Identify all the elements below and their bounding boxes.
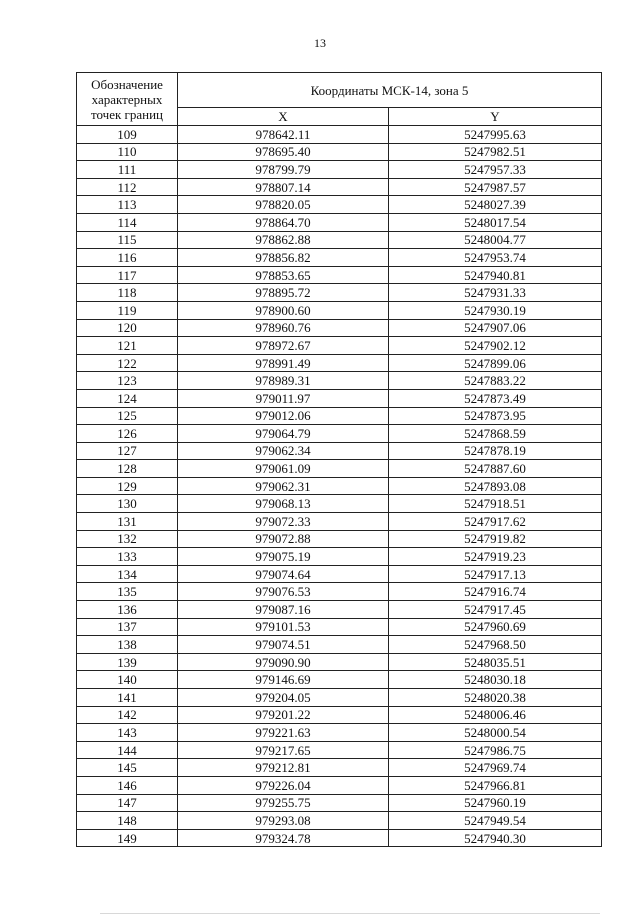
y-cell: 5247887.60 xyxy=(389,460,602,478)
table-row xyxy=(77,794,602,812)
table-row xyxy=(77,671,602,689)
x-cell: 978991.49 xyxy=(178,354,389,372)
table-row xyxy=(77,812,602,830)
table-row xyxy=(77,319,602,337)
y-cell: 5247987.57 xyxy=(389,178,602,196)
y-cell: 5247919.23 xyxy=(389,548,602,566)
page-number: 13 xyxy=(314,36,326,50)
table-row xyxy=(77,178,602,196)
y-cell: 5248006.46 xyxy=(389,706,602,724)
table-row xyxy=(77,759,602,777)
point-cell: 136 xyxy=(77,601,178,619)
point-cell: 110 xyxy=(77,143,178,161)
point-cell: 147 xyxy=(77,794,178,812)
y-cell: 5247917.62 xyxy=(389,513,602,531)
point-cell: 139 xyxy=(77,653,178,671)
x-cell: 978895.72 xyxy=(178,284,389,302)
point-cell: 109 xyxy=(77,126,178,144)
y-cell: 5247878.19 xyxy=(389,442,602,460)
point-cell: 112 xyxy=(77,178,178,196)
point-cell: 148 xyxy=(77,812,178,830)
x-cell: 979072.88 xyxy=(178,530,389,548)
y-cell: 5247940.30 xyxy=(389,829,602,847)
table-row xyxy=(77,389,602,407)
x-cell: 978820.05 xyxy=(178,196,389,214)
y-cell: 5247873.49 xyxy=(389,389,602,407)
point-label-header: Обозначение характерных точек границ xyxy=(77,73,178,126)
table-header xyxy=(77,73,602,126)
point-cell: 146 xyxy=(77,776,178,794)
point-cell: 111 xyxy=(77,161,178,179)
y-cell: 5247995.63 xyxy=(389,126,602,144)
table-row xyxy=(77,196,602,214)
table-row xyxy=(77,776,602,794)
point-cell: 130 xyxy=(77,495,178,513)
point-cell: 142 xyxy=(77,706,178,724)
table-row xyxy=(77,372,602,390)
table-row xyxy=(77,161,602,179)
table-row xyxy=(77,724,602,742)
table-row xyxy=(77,337,602,355)
y-cell: 5247940.81 xyxy=(389,266,602,284)
point-cell: 115 xyxy=(77,231,178,249)
point-cell: 131 xyxy=(77,513,178,531)
x-cell: 979072.33 xyxy=(178,513,389,531)
y-cell: 5247969.74 xyxy=(389,759,602,777)
table-row xyxy=(77,143,602,161)
x-cell: 979146.69 xyxy=(178,671,389,689)
point-cell: 134 xyxy=(77,565,178,583)
x-cell: 979074.64 xyxy=(178,565,389,583)
y-cell: 5248030.18 xyxy=(389,671,602,689)
point-cell: 141 xyxy=(77,689,178,707)
y-cell: 5247883.22 xyxy=(389,372,602,390)
table-row xyxy=(77,425,602,443)
table-row xyxy=(77,284,602,302)
y-cell: 5247873.95 xyxy=(389,407,602,425)
y-cell: 5247931.33 xyxy=(389,284,602,302)
x-cell: 979061.09 xyxy=(178,460,389,478)
y-cell: 5247917.13 xyxy=(389,565,602,583)
point-cell: 121 xyxy=(77,337,178,355)
table-row xyxy=(77,636,602,654)
table-row xyxy=(77,301,602,319)
y-cell: 5247916.74 xyxy=(389,583,602,601)
table-row xyxy=(77,548,602,566)
table-row xyxy=(77,565,602,583)
x-cell: 979062.31 xyxy=(178,477,389,495)
x-cell: 978642.11 xyxy=(178,126,389,144)
point-cell: 114 xyxy=(77,213,178,231)
x-cell: 978989.31 xyxy=(178,372,389,390)
coords-title-header: Координаты МСК-14, зона 5 xyxy=(178,73,602,108)
x-cell: 979293.08 xyxy=(178,812,389,830)
table-row xyxy=(77,354,602,372)
table-body xyxy=(77,126,602,847)
y-cell: 5248017.54 xyxy=(389,213,602,231)
x-cell: 978853.65 xyxy=(178,266,389,284)
point-cell: 137 xyxy=(77,618,178,636)
x-cell: 979075.19 xyxy=(178,548,389,566)
y-cell: 5247957.33 xyxy=(389,161,602,179)
table-row xyxy=(77,460,602,478)
point-cell: 132 xyxy=(77,530,178,548)
x-cell: 978695.40 xyxy=(178,143,389,161)
y-cell: 5247968.50 xyxy=(389,636,602,654)
x-cell: 979064.79 xyxy=(178,425,389,443)
x-cell: 979012.06 xyxy=(178,407,389,425)
table-row xyxy=(77,442,602,460)
x-cell: 979204.05 xyxy=(178,689,389,707)
point-cell: 126 xyxy=(77,425,178,443)
x-cell: 979255.75 xyxy=(178,794,389,812)
y-cell: 5247902.12 xyxy=(389,337,602,355)
table-row xyxy=(77,231,602,249)
point-cell: 128 xyxy=(77,460,178,478)
table-row xyxy=(77,601,602,619)
table-row xyxy=(77,583,602,601)
table-row xyxy=(77,513,602,531)
coordinates-table xyxy=(76,72,602,847)
table-row xyxy=(77,706,602,724)
x-cell: 978972.67 xyxy=(178,337,389,355)
x-cell: 979324.78 xyxy=(178,829,389,847)
point-cell: 113 xyxy=(77,196,178,214)
table-row xyxy=(77,495,602,513)
point-cell: 145 xyxy=(77,759,178,777)
table-row xyxy=(77,741,602,759)
y-cell: 5247960.19 xyxy=(389,794,602,812)
point-cell: 116 xyxy=(77,249,178,267)
table-row xyxy=(77,477,602,495)
point-cell: 127 xyxy=(77,442,178,460)
y-cell: 5247918.51 xyxy=(389,495,602,513)
table-row xyxy=(77,126,602,144)
point-cell: 125 xyxy=(77,407,178,425)
x-cell: 979090.90 xyxy=(178,653,389,671)
x-cell: 979217.65 xyxy=(178,741,389,759)
point-cell: 138 xyxy=(77,636,178,654)
point-cell: 144 xyxy=(77,741,178,759)
point-cell: 143 xyxy=(77,724,178,742)
y-cell: 5248035.51 xyxy=(389,653,602,671)
x-cell: 979087.16 xyxy=(178,601,389,619)
y-cell: 5247917.45 xyxy=(389,601,602,619)
y-cell: 5247960.69 xyxy=(389,618,602,636)
point-cell: 149 xyxy=(77,829,178,847)
x-cell: 978960.76 xyxy=(178,319,389,337)
x-cell: 979201.22 xyxy=(178,706,389,724)
point-cell: 118 xyxy=(77,284,178,302)
x-cell: 978799.79 xyxy=(178,161,389,179)
x-cell: 979062.34 xyxy=(178,442,389,460)
y-cell: 5247893.08 xyxy=(389,477,602,495)
x-cell: 978864.70 xyxy=(178,213,389,231)
y-cell: 5247907.06 xyxy=(389,319,602,337)
y-cell: 5247868.59 xyxy=(389,425,602,443)
table-row xyxy=(77,530,602,548)
x-cell: 978862.88 xyxy=(178,231,389,249)
table-row xyxy=(77,829,602,847)
y-cell: 5248004.77 xyxy=(389,231,602,249)
y-cell: 5248000.54 xyxy=(389,724,602,742)
point-cell: 119 xyxy=(77,301,178,319)
y-column-header: Y xyxy=(389,108,602,126)
table-row xyxy=(77,266,602,284)
table-row xyxy=(77,653,602,671)
x-cell: 979011.97 xyxy=(178,389,389,407)
x-cell: 978856.82 xyxy=(178,249,389,267)
x-cell: 979068.13 xyxy=(178,495,389,513)
x-cell: 979212.81 xyxy=(178,759,389,777)
y-cell: 5247949.54 xyxy=(389,812,602,830)
y-cell: 5247966.81 xyxy=(389,776,602,794)
x-cell: 978900.60 xyxy=(178,301,389,319)
x-cell: 979076.53 xyxy=(178,583,389,601)
point-cell: 124 xyxy=(77,389,178,407)
point-cell: 129 xyxy=(77,477,178,495)
y-cell: 5247986.75 xyxy=(389,741,602,759)
table-row xyxy=(77,618,602,636)
x-cell: 979101.53 xyxy=(178,618,389,636)
point-cell: 120 xyxy=(77,319,178,337)
y-cell: 5248020.38 xyxy=(389,689,602,707)
y-cell: 5247919.82 xyxy=(389,530,602,548)
point-cell: 140 xyxy=(77,671,178,689)
y-cell: 5247930.19 xyxy=(389,301,602,319)
table-row xyxy=(77,689,602,707)
x-cell: 979074.51 xyxy=(178,636,389,654)
x-cell: 979221.63 xyxy=(178,724,389,742)
y-cell: 5247982.51 xyxy=(389,143,602,161)
y-cell: 5247899.06 xyxy=(389,354,602,372)
y-cell: 5248027.39 xyxy=(389,196,602,214)
table-row xyxy=(77,213,602,231)
point-cell: 117 xyxy=(77,266,178,284)
x-cell: 979226.04 xyxy=(178,776,389,794)
table-row xyxy=(77,249,602,267)
point-cell: 133 xyxy=(77,548,178,566)
y-cell: 5247953.74 xyxy=(389,249,602,267)
point-cell: 135 xyxy=(77,583,178,601)
x-cell: 978807.14 xyxy=(178,178,389,196)
point-cell: 123 xyxy=(77,372,178,390)
x-column-header: X xyxy=(178,108,389,126)
scan-artifact-line xyxy=(100,913,600,914)
point-cell: 122 xyxy=(77,354,178,372)
table-row xyxy=(77,407,602,425)
